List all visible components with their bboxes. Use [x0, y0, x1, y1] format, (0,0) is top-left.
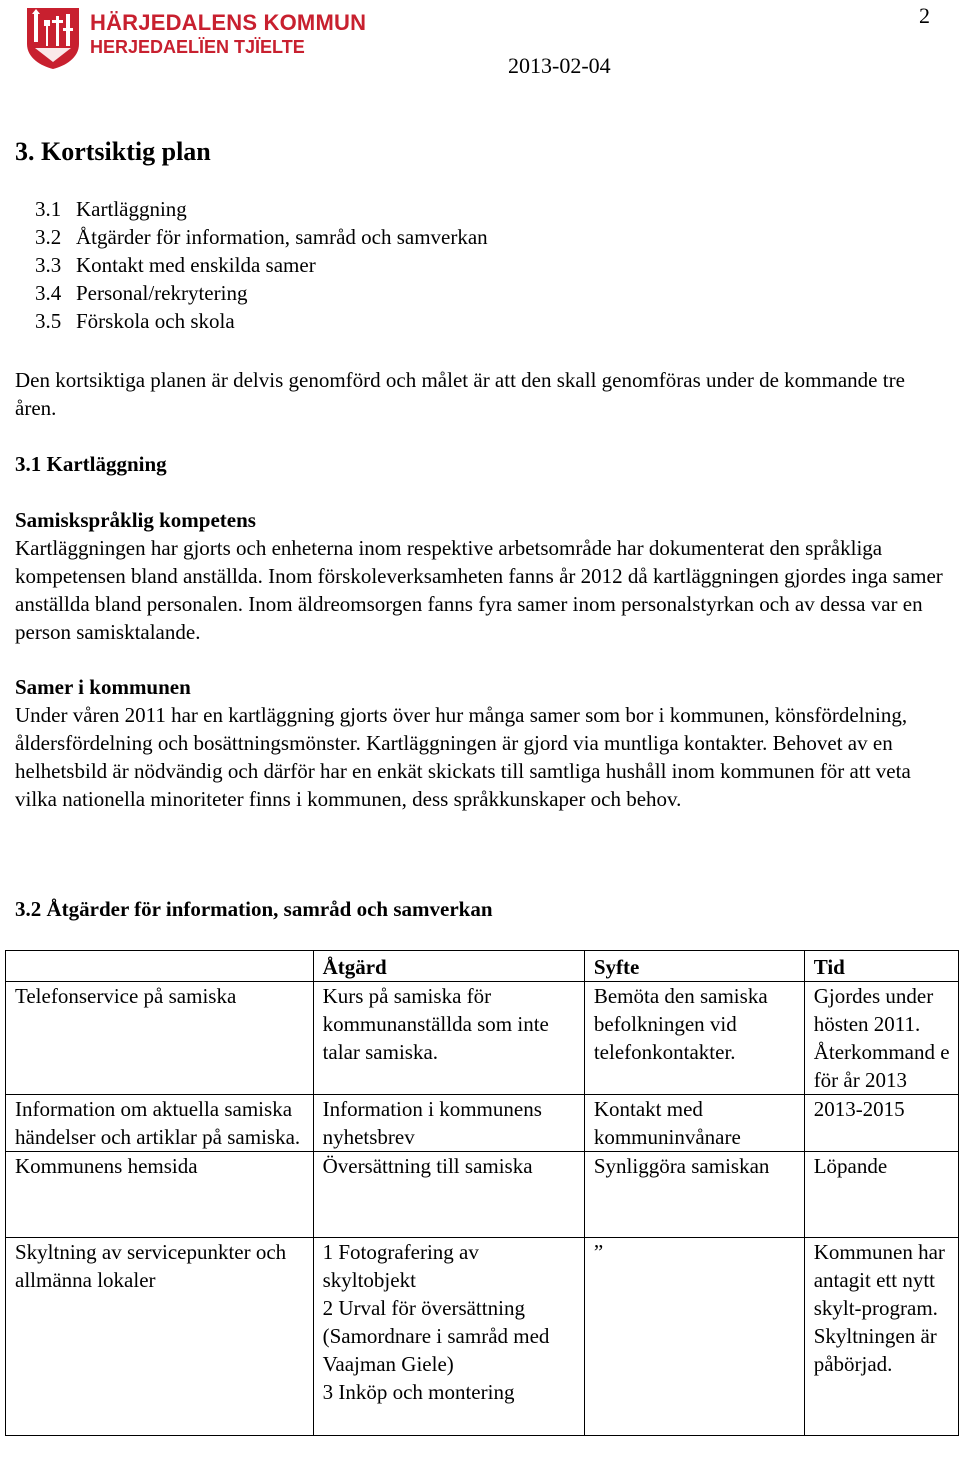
- page-number: 2: [919, 3, 930, 28]
- table-cell: Information om aktuella samiska händelser och artiklar på samiska.: [6, 1095, 314, 1152]
- table-row: [6, 1238, 959, 1436]
- column-header: [6, 951, 314, 982]
- intro-paragraph: Den kortsiktiga planen är delvis genomförd och målet är att den skall genomföras under de kommande tre åren.: [15, 368, 905, 420]
- table-cell: 2013-2015: [804, 1095, 958, 1152]
- table-cell: Information i kommunens nyhetsbrev: [313, 1095, 584, 1152]
- toc-item: [35, 251, 488, 279]
- table-cell: Skyltning av servicepunkter och allmänna lokaler: [6, 1238, 314, 1436]
- toc-label: Kontakt med enskilda samer: [76, 253, 316, 277]
- table-header-row: [6, 951, 959, 982]
- toc-item: [35, 223, 488, 251]
- table-cell: ”: [584, 1238, 804, 1436]
- table-cell: Synliggöra samiskan: [584, 1152, 804, 1238]
- table-cell: Kommunen har antagit ett nytt skylt-program. Skyltningen är påbörjad.: [804, 1238, 958, 1436]
- municipal-coat-of-arms-icon: [25, 6, 81, 70]
- toc-number: 3.4: [35, 281, 62, 305]
- table-cell: Kurs på samiska för kommunanställda som inte talar samiska.: [313, 982, 584, 1095]
- heading-language-competence: Samiskspråklig kompetens: [15, 508, 256, 532]
- toc-label: Åtgärder för information, samråd och samverkan: [76, 225, 488, 249]
- toc-label: Förskola och skola: [76, 309, 235, 333]
- toc-item: [35, 307, 488, 335]
- table-row: [6, 1152, 959, 1238]
- column-header: Tid: [804, 951, 958, 982]
- toc-number: 3.5: [35, 309, 62, 333]
- toc-item: [35, 279, 488, 307]
- table-row: [6, 1095, 959, 1152]
- toc-item: [35, 195, 488, 223]
- table-row: [6, 982, 959, 1095]
- subsection-title-atgarder: 3.2 Åtgärder för information, samråd och samverkan: [15, 897, 493, 921]
- toc-number: 3.2: [35, 225, 62, 249]
- column-header: Åtgärd: [313, 951, 584, 982]
- table-cell: Kontakt med kommuninvånare: [584, 1095, 804, 1152]
- toc-label: Personal/rekrytering: [76, 281, 248, 305]
- paragraph-language-competence: Kartläggningen har gjorts och enheterna inom respektive arbetsområde har dokumenterat den språkliga kompetensen bland anställda. Inom förskoleverksamheten fanns år 2012 då kartläggningen gjordes inga samer anställda bland personalen. Inom äldreomsorgen fanns fyra samer inom personalstyrkan och av dessa var en person samisktalande.: [15, 536, 943, 644]
- heading-sami-in-municipality: Samer i kommunen: [15, 675, 191, 699]
- subsection-title-kartlaggning: 3.1 Kartläggning: [15, 452, 167, 476]
- toc-number: 3.3: [35, 253, 62, 277]
- table-of-contents: [35, 195, 488, 335]
- org-name-swedish: HÄRJEDALENS KOMMUN: [90, 10, 367, 35]
- section-title: 3. Kortsiktig plan: [15, 137, 211, 166]
- organization-logo: [25, 6, 365, 70]
- table-cell: Bemöta den samiska befolkningen vid telefonkontakter.: [584, 982, 804, 1095]
- toc-number: 3.1: [35, 197, 62, 221]
- table-cell: Löpande: [804, 1152, 958, 1238]
- table-cell: Gjordes under hösten 2011. Återkommand e för år 2013: [804, 982, 958, 1095]
- document-date: 2013-02-04: [508, 53, 611, 78]
- toc-label: Kartläggning: [76, 197, 187, 221]
- measures-table: [5, 950, 959, 1436]
- org-name-sami: HERJEDAELÏEN TJÏELTE: [90, 37, 305, 57]
- table-cell: 1 Fotografering av skyltobjekt 2 Urval för översättning (Samordnare i samråd med Vaajman Giele) 3 Inköp och montering: [313, 1238, 584, 1436]
- table-cell: Telefonservice på samiska: [6, 982, 314, 1095]
- paragraph-sami-in-municipality: Under våren 2011 har en kartläggning gjorts över hur många samer som bor i kommunen, könsfördelning, åldersfördelning och bosättningsmönster. Kartläggningen är gjord via muntliga kontakter. Behovet av en helhetsbild är nödvändig och därför har en enkät skickats till samtliga hushåll inom kommunen för att veta vilka nationella minoriteter finns i kommunen, dess språkkunskaper och behov.: [15, 703, 911, 811]
- table-cell: Översättning till samiska: [313, 1152, 584, 1238]
- table-cell: Kommunens hemsida: [6, 1152, 314, 1238]
- column-header: Syfte: [584, 951, 804, 982]
